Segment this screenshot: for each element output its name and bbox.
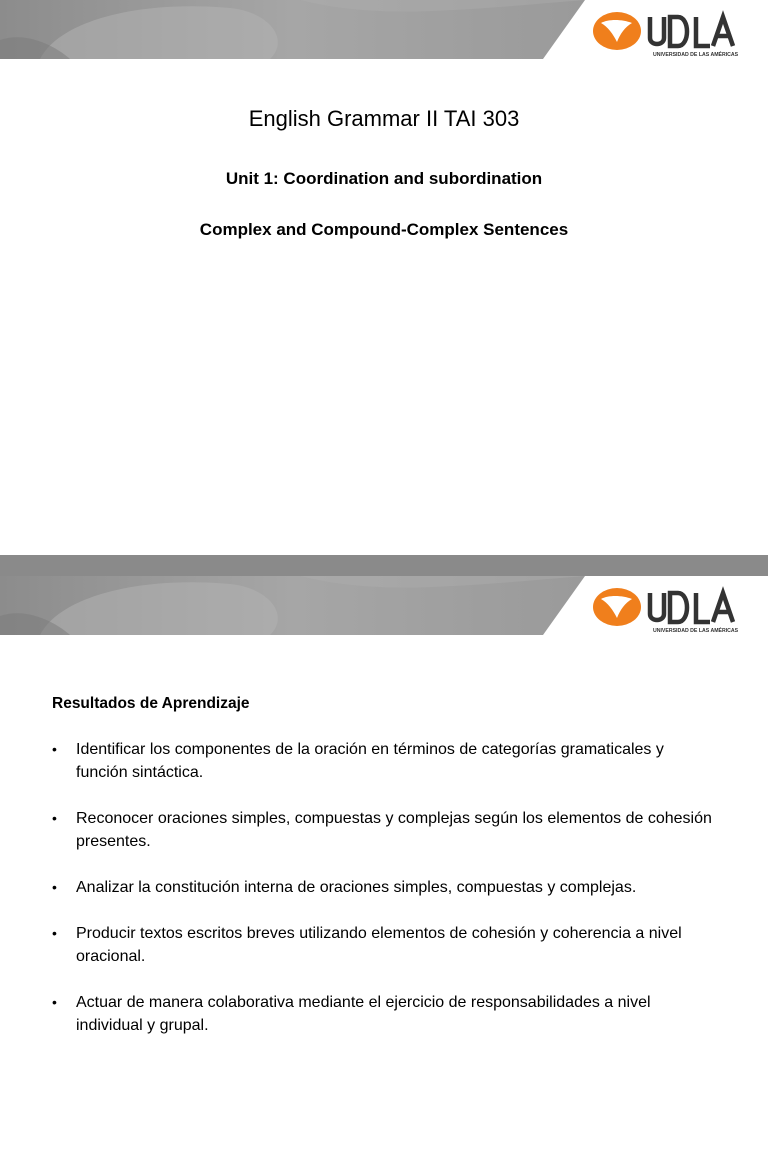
udla-logo-graphic	[592, 10, 752, 58]
bullet-icon: •	[52, 879, 57, 895]
slide-content	[52, 694, 712, 1060]
list-item	[52, 876, 712, 899]
logo-tagline: UNIVERSIDAD DE LAS AMÉRICAS	[653, 52, 739, 58]
logo-tagline: UNIVERSIDAD DE LAS AMÉRICAS	[653, 628, 739, 634]
udla-logo	[592, 586, 752, 634]
list-item	[52, 807, 712, 853]
outcome-text: Actuar de manera colaborativa mediante el ejercicio de responsabilidades a nivel individual y grupal.	[76, 994, 651, 1034]
outcome-text: Identificar los componentes de la oración en términos de categorías gramaticales y función sintáctica.	[76, 741, 664, 781]
bullet-icon: •	[52, 810, 57, 826]
course-title: English Grammar II TAI 303	[248, 106, 520, 131]
list-item	[52, 991, 712, 1037]
list-item	[52, 738, 712, 784]
slide-separator	[0, 555, 768, 576]
topic-title: Complex and Compound-Complex Sentences	[199, 220, 569, 239]
udla-logo	[592, 10, 752, 58]
outcome-text: Reconocer oraciones simples, compuestas y complejas según los elementos de cohesión presentes.	[76, 810, 712, 850]
bullet-icon: •	[52, 741, 57, 757]
list-item	[52, 922, 712, 968]
bullet-icon: •	[52, 994, 57, 1010]
title-block	[0, 104, 768, 241]
outcome-text: Analizar la constitución interna de oraciones simples, compuestas y complejas.	[76, 879, 637, 896]
bullet-icon: •	[52, 925, 57, 941]
outcome-text: Producir textos escritos breves utilizando elementos de cohesión y coherencia a nivel oracional.	[76, 925, 682, 965]
learning-outcomes-slide	[0, 576, 768, 1152]
unit-title: Unit 1: Coordination and subordination	[225, 169, 543, 188]
outcomes-list	[52, 738, 712, 1037]
udla-logo-graphic	[592, 586, 752, 634]
section-heading: Resultados de Aprendizaje	[52, 695, 250, 712]
